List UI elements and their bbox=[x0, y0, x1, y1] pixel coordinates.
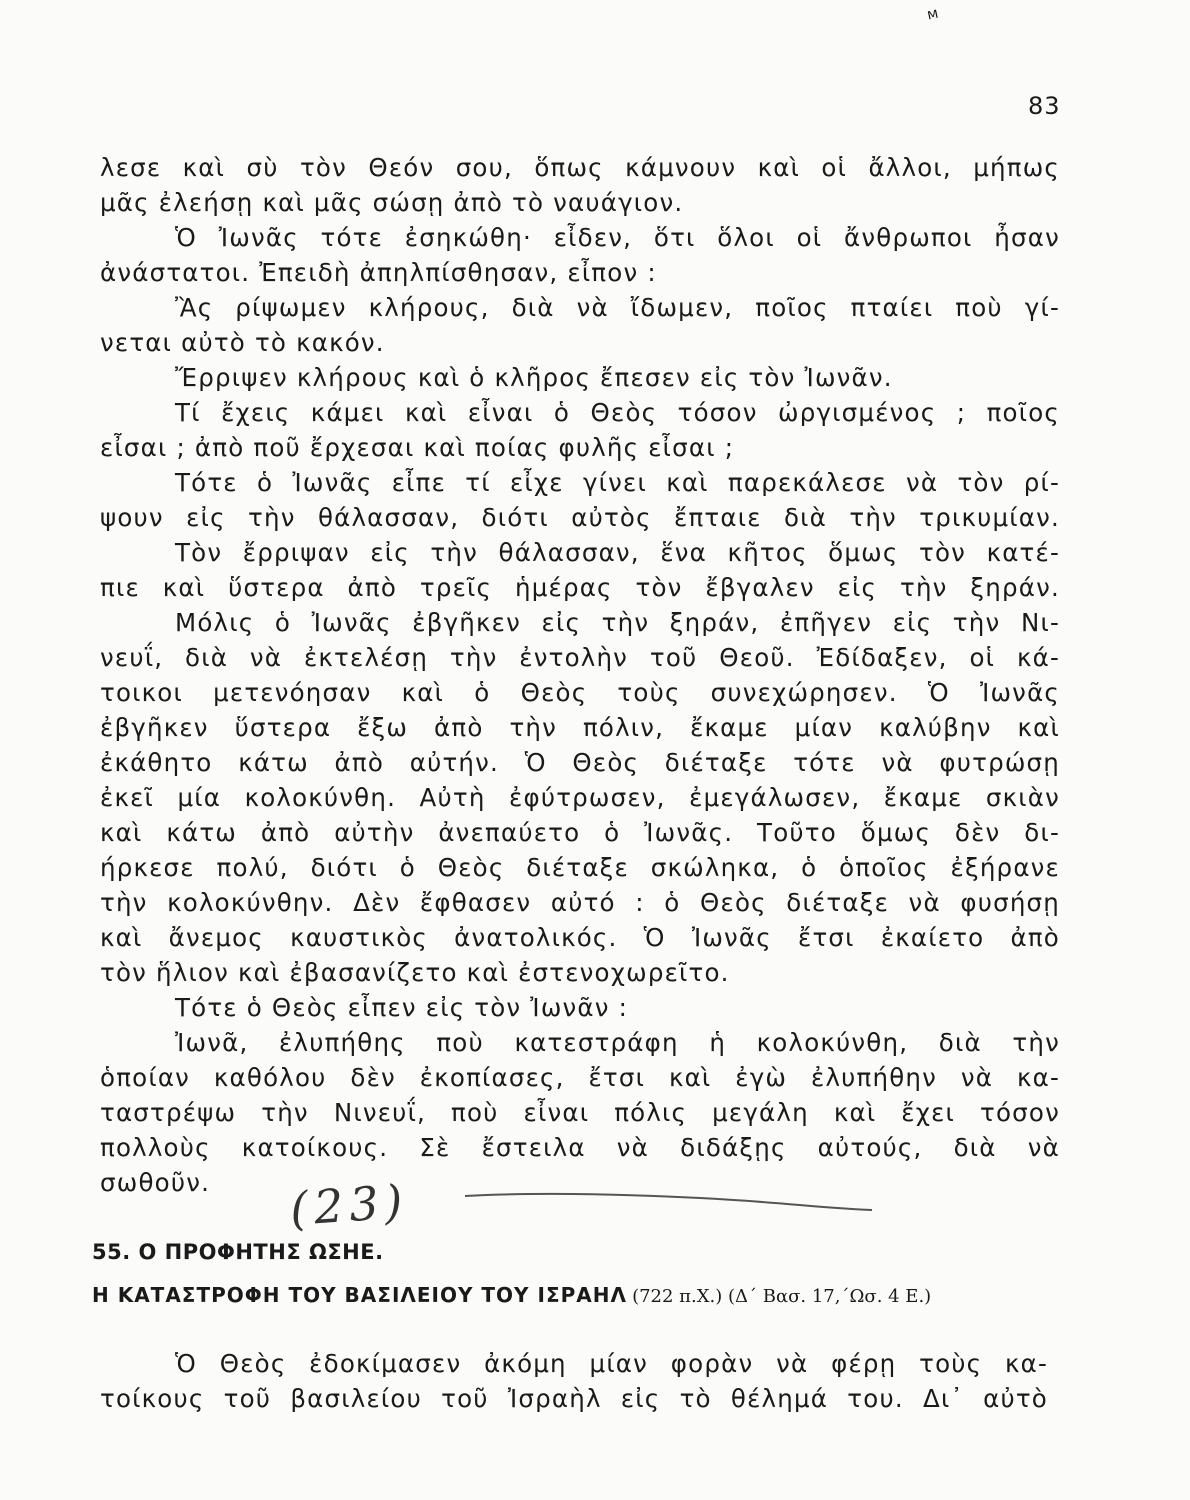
text-line: τὴν κολοκύνθην. Δὲν ἔφθασεν αὐτό : ὁ Θεὸς διέταξε νὰ φυσήσῃ bbox=[100, 888, 1060, 917]
text-line: εἶσαι ; ἀπὸ ποῦ ἔρχεσαι καὶ ποίας φυλῆς εἶσαι ; bbox=[100, 433, 735, 462]
scan-mark: ᴹ bbox=[925, 5, 942, 31]
text-line: Ἂς ρίψωμεν κλήρους, διὰ νὰ ἴδωμεν, ποῖος πταίει ποὺ γί- bbox=[175, 293, 1060, 322]
text-line: καὶ κάτω ἀπὸ αὐτὴν ἀνεπαύετο ὁ Ἰωνᾶς. Τοῦτο ὅμως δὲν δι- bbox=[100, 818, 1060, 847]
body-text bbox=[100, 150, 1060, 1260]
text-line: Ἰωνᾶ, ἐλυπήθης ποὺ κατεστράφη ἡ κολοκύνθη, διὰ τὴν bbox=[175, 1028, 1060, 1057]
text-line: Ὁ Θεὸς ἐδοκίμασεν ἀκόμη μίαν φορὰν νὰ φέρῃ τοὺς κα- bbox=[175, 1349, 1048, 1378]
text-line: καὶ ἄνεμος καυστικὸς ἀνατολικός. Ὁ Ἰωνᾶς ἔτσι ἐκαίετο ἀπὸ bbox=[100, 923, 1060, 952]
text-line: Τί ἔχεις κάμει καὶ εἶναι ὁ Θεὸς τόσον ὠργισμένος ; ποῖος bbox=[175, 398, 1060, 427]
scripture-reference: (722 π.Χ.) (Δ΄ Βασ. 17,΄Ωσ. 4 Ε.) bbox=[632, 1286, 932, 1307]
text-line: μᾶς ἐλεήσῃ καὶ μᾶς σώσῃ ἀπὸ τὸ ναυάγιον. bbox=[100, 188, 684, 217]
text-line: νεται αὐτὸ τὸ κακόν. bbox=[100, 328, 385, 357]
text-line: Τότε ὁ Ἰωνᾶς εἶπε τί εἶχε γίνει καὶ παρεκάλεσε νὰ τὸν ρί- bbox=[175, 468, 1060, 497]
text-line: ψουν εἰς τὴν θάλασσαν, διότι αὐτὸς ἔπταιε διὰ τὴν τρικυμίαν. bbox=[100, 503, 1060, 532]
text-line: ἀνάστατοι. Ἐπειδὴ ἀπηλπίσθησαν, εἶπον : bbox=[100, 258, 657, 287]
text-line: Μόλις ὁ Ἰωνᾶς ἐβγῆκεν εἰς τὴν ξηράν, ἐπῆγεν εἰς τὴν Νι- bbox=[175, 608, 1060, 637]
section-subheading bbox=[92, 1283, 1057, 1307]
text-line: τοικοι μετενόησαν καὶ ὁ Θεὸς τοὺς συνεχώρησεν. Ὁ Ἰωνᾶς bbox=[100, 678, 1060, 707]
text-line: Ἔρριψεν κλήρους καὶ ὁ κλῆρος ἔπεσεν εἰς τὸν Ἰωνᾶν. bbox=[175, 363, 893, 392]
text-line: ταστρέψω τὴν Νινευΐ, ποὺ εἶναι πόλις μεγάλη καὶ ἔχει τόσον bbox=[100, 1098, 1060, 1127]
page-number: 83 bbox=[1028, 92, 1061, 120]
text-line: τοίκους τοῦ βασιλείου τοῦ Ἰσραὴλ εἰς τὸ θέλημά του. Δι᾽ αὐτὸ bbox=[100, 1384, 1048, 1413]
text-line: Τὸν ἔρριψαν εἰς τὴν θάλασσαν, ἕνα κῆτος ὅμως τὸν κατέ- bbox=[175, 538, 1060, 567]
text-line: τὸν ἥλιον καὶ ἐβασανίζετο καὶ ἐστενοχωρεῖτο. bbox=[100, 958, 730, 987]
section-heading: 55. Ο ΠΡΟΦΗΤΗΣ ΩΣΗΕ. bbox=[92, 1240, 384, 1264]
text-line: πιε καὶ ὕστερα ἀπὸ τρεῖς ἡμέρας τὸν ἔβγαλεν εἰς τὴν ξηράν. bbox=[100, 573, 1060, 602]
text-line: σωθοῦν. bbox=[100, 1168, 211, 1197]
text-line: πολλοὺς κατοίκους. Σὲ ἔστειλα νὰ διδάξῃς αὐτούς, διὰ νὰ bbox=[100, 1133, 1060, 1162]
handwritten-note: (23) bbox=[288, 1173, 411, 1237]
text-line: Τότε ὁ Θεὸς εἶπεν εἰς τὸν Ἰωνᾶν : bbox=[175, 993, 629, 1022]
text-line: νευΐ, διὰ νὰ ἐκτελέσῃ τὴν ἐντολὴν τοῦ Θεοῦ. Ἐδίδαξεν, οἱ κά- bbox=[100, 643, 1060, 672]
subheading-title: Η ΚΑΤΑΣΤΡΟΦΗ ΤΟΥ ΒΑΣΙΛΕΙΟΥ ΤΟΥ ΙΣΡΑΗΛ bbox=[92, 1283, 627, 1307]
closing-text bbox=[100, 1346, 1048, 1416]
pen-stroke-icon bbox=[460, 1186, 880, 1226]
text-line: ήρκεσε πολύ, διότι ὁ Θεὸς διέταξε σκώληκα, ὁ ὁποῖος ἐξήρανε bbox=[100, 853, 1060, 882]
text-line: ὁποίαν καθόλου δὲν ἐκοπίασες, ἔτσι καὶ ἐγὼ ἐλυπήθην νὰ κα- bbox=[100, 1063, 1060, 1092]
text-line: ἐκάθητο κάτω ἀπὸ αὐτήν. Ὁ Θεὸς διέταξε τότε νὰ φυτρώσῃ bbox=[100, 748, 1060, 777]
text-line: ἐκεῖ μία κολοκύνθη. Αὐτὴ ἐφύτρωσεν, ἐμεγάλωσεν, ἔκαμε σκιὰν bbox=[100, 783, 1060, 812]
text-line: ἐβγῆκεν ὕστερα ἔξω ἀπὸ τὴν πόλιν, ἔκαμε μίαν καλύβην καὶ bbox=[100, 713, 1060, 742]
text-line: Ὁ Ἰωνᾶς τότε ἐσηκώθη· εἶδεν, ὅτι ὅλοι οἱ ἄνθρωποι ἦσαν bbox=[175, 223, 1060, 252]
text-line: λεσε καὶ σὺ τὸν Θεόν σου, ὅπως κάμνουν καὶ οἱ ἄλλοι, μήπως bbox=[100, 153, 1060, 182]
